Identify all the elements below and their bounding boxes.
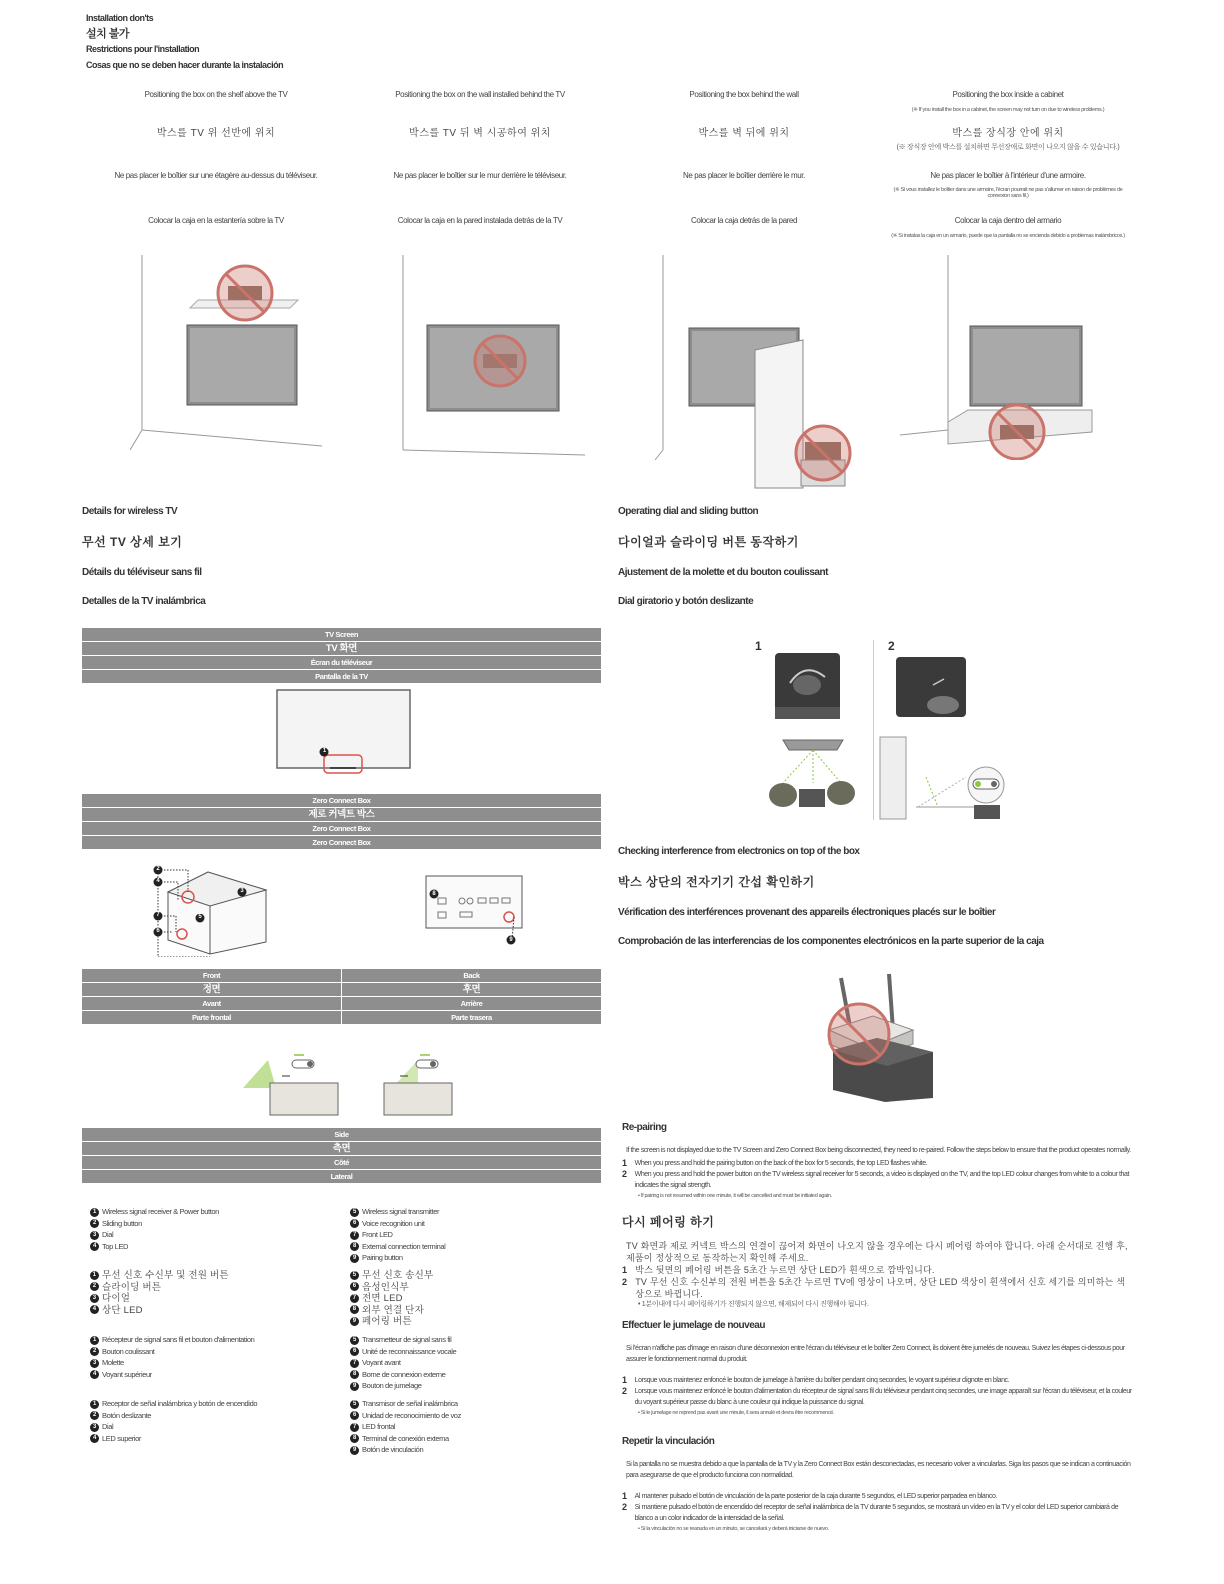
part-number-badge: 8 [350, 1434, 359, 1443]
repairing-intro-en: If the screen is not displayed due to the TV Screen and Zero Connect Box being disconnected, they need to re-paired. Follow the steps below to ensure that the product operates normally. [626, 1147, 1131, 1154]
parts-list-item [90, 1241, 330, 1253]
parts-list-item [90, 1369, 330, 1381]
part-number-badge: 2 [90, 1282, 99, 1291]
parts-list-item [90, 1421, 330, 1433]
part-number-badge: 6 [350, 1282, 359, 1291]
interference-title-en: Checking interference from electronics on top of the box [618, 846, 860, 857]
repairing-title-es: Repetir la vinculación [622, 1436, 715, 1447]
front-band [82, 968, 341, 1024]
parts-list-item [350, 1421, 590, 1433]
side-band-en: Side [82, 1127, 601, 1141]
part-number-badge: 1 [90, 1400, 99, 1409]
tv-band-en: TV Screen [82, 627, 601, 641]
parts-list-item [90, 1293, 330, 1305]
parts-list-item [350, 1433, 590, 1445]
interference-title-fr: Vérification des interférences provenant des appareils électroniques placés sur le boîtier [618, 907, 996, 918]
repairing-es [622, 1436, 1132, 1534]
case4-note-fr: (※ Si vous installez le boîtier dans une armoire, l'écran pourrait ne pas s'allumer en raison de problèmes de connexion sans fil.) [893, 187, 1123, 199]
part-number-badge: 8 [350, 1305, 359, 1314]
parts-list-item [90, 1305, 330, 1317]
repairing-intro-ko: TV 화면과 제로 커넥트 박스의 연결이 끊어져 화면이 나오지 않을 경우에는 다시 페어링 하여야 합니다. 아래 순서대로 진행 후, 제품이 정상적으로 동작하는지 확인해 주세요. [626, 1241, 1128, 1263]
side-band-es: Lateral [82, 1169, 601, 1183]
front-callout-6: 6 [156, 928, 160, 934]
back-band-ko: 후면 [342, 982, 601, 996]
dial-title-es: Dial giratorio y botón deslizante [618, 596, 754, 607]
tv-screen-band [82, 627, 601, 683]
part-label: Receptor de señal inalámbrica y botón de encendido [102, 1399, 258, 1408]
part-number-badge: 5 [350, 1208, 359, 1217]
front-band-en: Front [82, 968, 341, 982]
case3-caption-fr: Ne pas placer le boîtier derrière le mur. [683, 171, 805, 180]
case3-caption-ko: 박스를 벽 뒤에 위치 [698, 128, 790, 139]
part-number-badge: 5 [350, 1400, 359, 1409]
side-band-fr: Côté [82, 1155, 601, 1169]
case1-caption-fr: Ne pas placer le boîtier sur une étagère au-dessus du téléviseur. [114, 171, 318, 180]
case4-caption-fr: Ne pas placer le boîtier à l'intérieur d'une armoire. [930, 171, 1086, 180]
dial-slide-illustration [878, 645, 1038, 825]
part-number-badge: 5 [350, 1336, 359, 1345]
case2-caption-en: Positioning the box on the wall installed behind the TV [395, 90, 565, 99]
case4-caption-en: Positioning the box inside a cabinet [952, 90, 1064, 99]
part-label: Unidad de reconocimiento de voz [362, 1410, 461, 1420]
dial-section-header [618, 506, 828, 607]
part-number-badge: 6 [350, 1411, 359, 1420]
interference-section-header [618, 846, 1044, 947]
front-callout-2: 2 [156, 866, 160, 872]
side-band-ko: 측면 [82, 1141, 601, 1155]
tv-band-fr: Écran du téléviseur [82, 655, 601, 669]
case3-caption-es: Colocar la caja detrás de la pared [690, 216, 798, 225]
wireless-section-header [82, 506, 205, 607]
part-number-badge: 4 [90, 1242, 99, 1251]
dial-rotate-illustration [765, 645, 865, 825]
part-label: Terminal de conexión externa [362, 1433, 449, 1443]
parts-list-item [90, 1346, 330, 1358]
front-callout-7: 7 [156, 912, 160, 918]
part-number-badge: 8 [350, 1242, 359, 1251]
restrictions-title-es: Cosas que no se deben hacer durante la instalación [86, 60, 284, 70]
part-label: Borne de connexion externe [362, 1369, 446, 1379]
part-label: Transmetteur de signal sans fil [362, 1335, 452, 1344]
part-label: Botón de vinculación [362, 1445, 424, 1454]
part-label: 음성인식부 [362, 1281, 409, 1293]
box-band-ko: 제로 커넥트 박스 [82, 807, 601, 821]
interference-title-es: Comprobación de las interferencias de los componentes electrónicos en la parte superior de la caja [618, 936, 1044, 947]
part-label: LED superior [102, 1433, 141, 1443]
part-number-badge: 6 [350, 1347, 359, 1356]
side-diagram-right [378, 1050, 468, 1118]
repairing-step-ko-2: 2 TV 무선 신호 수신부의 전원 버튼을 5초간 누르면 TV에 영상이 나오며, 상단 LED 색상이 흰색에서 신호 세기를 의미하는 색상으로 바뀝니다. [622, 1277, 1125, 1299]
part-label: Voyant supérieur [102, 1369, 152, 1379]
parts-list-item [350, 1357, 590, 1369]
parts-list-item [350, 1346, 590, 1358]
part-label: Voyant avant [362, 1358, 401, 1367]
side-band [82, 1127, 601, 1183]
part-number-badge: 7 [350, 1231, 359, 1240]
parts-list-item [90, 1410, 330, 1422]
parts-list-item [350, 1229, 590, 1241]
front-callout-4: 4 [156, 878, 160, 884]
parts-list-item [90, 1282, 330, 1294]
repairing-fr [622, 1320, 1132, 1418]
repairing-step-fr-1: 1 Lorsque vous maintenez enfoncé le bouton de jumelage à l'arrière du boîtier pendant cinq secondes, le voyant supérieur clignote en blanc. [622, 1375, 1010, 1385]
part-label: 전면 LED [362, 1293, 403, 1304]
part-number-badge: 1 [90, 1208, 99, 1217]
parts-list-item [350, 1282, 590, 1294]
parts-list-item [90, 1398, 330, 1410]
part-number-badge: 8 [350, 1370, 359, 1379]
part-number-badge: 1 [90, 1336, 99, 1345]
part-label: 무선 신호 송신부 [362, 1270, 434, 1281]
parts-list-item [350, 1218, 590, 1230]
case1-caption-ko: 박스를 TV 위 선반에 위치 [156, 128, 276, 139]
case3-caption-en: Positioning the box behind the wall [689, 90, 799, 99]
dial-step-1-label: 1 [755, 639, 762, 653]
part-number-badge: 2 [90, 1219, 99, 1228]
front-callout-5: 5 [198, 914, 202, 920]
dial-title-ko: 다이얼과 슬라이딩 버튼 동작하기 [618, 535, 799, 549]
case2-caption-es: Colocar la caja en la pared instalada detrás de la TV [397, 216, 563, 225]
tv-callout-1: 1 [322, 748, 327, 754]
part-label: Bouton de jumelage [362, 1381, 422, 1390]
part-label: Unité de reconnaissance vocale [362, 1346, 457, 1356]
parts-list-item [90, 1334, 330, 1346]
back-callout-9: 9 [509, 937, 513, 943]
parts-list-item [350, 1398, 590, 1410]
part-label: Wireless signal transmitter [362, 1207, 440, 1216]
parts-list-item [350, 1369, 590, 1381]
repairing-en [622, 1122, 1132, 1201]
tv-screen-diagram [270, 688, 420, 778]
illustration-inside-cabinet [900, 250, 1100, 460]
parts-list-item [90, 1433, 330, 1445]
parts-list-item [90, 1270, 330, 1282]
part-label: Récepteur de signal sans fil et bouton d'alimentation [102, 1335, 255, 1344]
back-band-es: Parte trasera [342, 1010, 601, 1024]
part-label: Pairing button [362, 1253, 403, 1262]
part-label: LED frontal [362, 1422, 396, 1431]
part-number-badge: 3 [90, 1423, 99, 1432]
repairing-bullet-es: • Si la vinculación no se reanuda en un minuto, se cancelará y deberá iniciarse de nuevo. [638, 1526, 829, 1532]
part-number-badge: 9 [350, 1317, 359, 1326]
repairing-step-en-2: 2 When you press and hold the power button on the TV wireless signal receiver for 5 seconds, a video is displayed on the TV, and the top LED colour changes from white to a colour that indicates the signal strength. [622, 1169, 1130, 1189]
part-number-badge: 3 [90, 1231, 99, 1240]
repairing-step-fr-2: 2 Lorsque vous maintenez enfoncé le bouton d'alimentation du récepteur de signal sans fil du téléviseur pendant cinq secondes, une image apparaît sur l'écran du téléviseur, et la couleur du voyant supérieur passe du blanc à une couleur qui indique la puissance du signal. [622, 1386, 1132, 1406]
part-label: Botón deslizante [102, 1410, 152, 1420]
illustration-shelf-above-tv [130, 250, 330, 460]
parts-list-item [350, 1206, 590, 1218]
part-label: 다이얼 [102, 1293, 131, 1304]
part-number-badge: 5 [350, 1271, 359, 1280]
repairing-bullet-ko: • 1분이내에 다시 페어링하기가 진행되지 않으면, 해제되어 다시 진행해야 됩니다. [638, 1301, 869, 1308]
parts-list-en-right [350, 1206, 590, 1264]
part-label: Dial [102, 1422, 114, 1431]
part-number-badge: 4 [90, 1370, 99, 1379]
parts-list-item [90, 1218, 330, 1230]
repairing-intro-es: Si la pantalla no se muestra debido a que la pantalla de la TV y la Zero Connect Box están desconectadas, es necesario volver a vincularlas. Siga los pasos que se indican a continuación para asegurarse de que el producto funciona con normalidad. [626, 1461, 1131, 1479]
box-front-diagram [148, 862, 273, 957]
part-number-badge: 9 [350, 1382, 359, 1391]
box-band-fr: Zero Connect Box [82, 821, 601, 835]
part-label: Wireless signal receiver & Power button [102, 1207, 219, 1216]
part-number-badge: 7 [350, 1294, 359, 1303]
case1-caption-es: Colocar la caja en la estantería sobre la TV [148, 216, 284, 225]
parts-list-item [350, 1305, 590, 1317]
parts-list-item [350, 1270, 590, 1282]
interference-illustration [815, 972, 945, 1104]
repairing-step-es-2: 2 Si mantiene pulsado el botón de encendido del receptor de señal inalámbrica de la TV durante 5 segundos, se mostrará un vídeo en la TV y el color del LED superior cambiará de blanco a un color indicador de la intensidad de la señal. [622, 1502, 1119, 1522]
interference-title-ko: 박스 상단의 전자기기 간섭 확인하기 [618, 875, 815, 889]
dial-step-2-label: 2 [888, 639, 895, 653]
repairing-step-ko-1: 1 박스 뒷면의 페어링 버튼을 5초간 누르면 상단 LED가 흰색으로 깜박입니다. [622, 1265, 935, 1275]
repairing-ko [622, 1213, 1132, 1310]
part-label: Molette [102, 1358, 124, 1367]
part-label: Dial [102, 1230, 114, 1239]
case2-caption-ko: 박스를 TV 뒤 벽 시공하여 위치 [409, 128, 551, 139]
dial-title-fr: Ajustement de la molette et du bouton coulissant [618, 567, 828, 578]
part-number-badge: 7 [350, 1423, 359, 1432]
parts-list-es-right [350, 1398, 590, 1456]
repairing-step-es-1: 1 Al mantener pulsado el botón de vinculación de la parte posterior de la caja durante 5 segundos, el LED superior parpadea en blanco. [622, 1491, 998, 1501]
part-label: 페어링 버튼 [362, 1316, 412, 1327]
back-band-en: Back [342, 968, 601, 982]
parts-list-item [350, 1316, 590, 1328]
parts-list-ko-right [350, 1270, 590, 1328]
case4-caption-es: Colocar la caja dentro del armario [954, 216, 1062, 225]
part-number-badge: 7 [350, 1359, 359, 1368]
front-band-es: Parte frontal [82, 1010, 341, 1024]
part-label: 무선 신호 수신부 및 전원 버튼 [102, 1270, 229, 1281]
tv-band-ko: TV 화면 [82, 641, 601, 655]
restrictions-title-en: Installation don'ts [86, 13, 154, 23]
case4-note-en: (※ If you install the box in a cabinet, the screen may not turn on due to wireless problems.) [911, 107, 1105, 113]
parts-list-item [90, 1357, 330, 1369]
parts-list-ko-left [90, 1270, 330, 1316]
parts-list-item [350, 1410, 590, 1422]
part-number-badge: 2 [90, 1347, 99, 1356]
wireless-title-en: Details for wireless TV [82, 506, 178, 517]
repairing-bullet-en: • If pairing is not resumed within one minute, it will be cancelled and must be initiated again. [638, 1193, 832, 1199]
part-number-badge: 6 [350, 1219, 359, 1228]
illustration-wall-behind-tv [395, 250, 595, 460]
parts-list-item [350, 1444, 590, 1456]
parts-list-en-left [90, 1206, 330, 1252]
parts-list-fr-left [90, 1334, 330, 1380]
front-band-fr: Avant [82, 996, 341, 1010]
part-number-badge: 3 [90, 1294, 99, 1303]
parts-list-item [350, 1334, 590, 1346]
part-label: 외부 연결 단자 [362, 1304, 424, 1316]
case2-caption-fr: Ne pas placer le boîtier sur le mur derrière le téléviseur. [393, 171, 567, 180]
wireless-title-fr: Détails du téléviseur sans fil [82, 567, 202, 578]
side-diagram-left [238, 1050, 348, 1118]
wireless-title-ko: 무선 TV 상세 보기 [82, 535, 183, 549]
part-label: Top LED [102, 1241, 128, 1251]
part-label: Front LED [362, 1230, 393, 1239]
dial-steps-divider [873, 640, 874, 820]
restrictions-title-ko: 설치 불가 [86, 28, 130, 40]
repairing-title-ko: 다시 페어링 하기 [622, 1215, 715, 1229]
back-callout-8: 8 [432, 891, 436, 897]
repairing-bullet-fr: • Si le jumelage ne reprend pas avant une minute, il sera annulé et devra être recommencé. [638, 1410, 835, 1416]
repairing-step-en-1: 1 When you press and hold the pairing button on the back of the box for 5 seconds, the top LED flashes white. [622, 1158, 928, 1168]
front-callout-3: 3 [240, 888, 244, 894]
part-label: 상단 LED [102, 1304, 143, 1316]
repairing-intro-fr: Si l'écran n'affiche pas d'image en raison d'une déconnexion entre l'écran du téléviseur et le boîtier Zero Connect, ils doivent être jumelés de nouveau. Suivez les étapes ci-dessous pour assurer le fonctionnement normal du produit. [626, 1345, 1125, 1363]
part-number-badge: 9 [350, 1254, 359, 1263]
parts-list-es-left [90, 1398, 330, 1444]
part-number-badge: 1 [90, 1271, 99, 1280]
repairing-title-en: Re-pairing [622, 1122, 667, 1133]
box-band-en: Zero Connect Box [82, 793, 601, 807]
wireless-title-es: Detalles de la TV inalámbrica [82, 596, 206, 607]
repairing-title-fr: Effectuer le jumelage de nouveau [622, 1320, 765, 1331]
back-band [342, 968, 601, 1024]
case4-note-ko: (※ 장식장 안에 박스를 설치하면 무선장애로 화면이 나오지 않을 수 있습니다.) [896, 144, 1120, 151]
parts-list-item [350, 1293, 590, 1305]
part-label: Sliding button [102, 1218, 142, 1228]
tv-band-es: Pantalla de la TV [82, 669, 601, 683]
part-number-badge: 4 [90, 1434, 99, 1443]
parts-list-item [350, 1380, 590, 1392]
restrictions-header [86, 12, 283, 72]
parts-list-fr-right [350, 1334, 590, 1392]
part-number-badge: 2 [90, 1411, 99, 1420]
parts-list-item [90, 1206, 330, 1218]
part-label: Bouton coulissant [102, 1346, 155, 1356]
restrictions-title-fr: Restrictions pour l'installation [86, 44, 200, 54]
front-band-ko: 정면 [82, 982, 341, 996]
case4-caption-ko: 박스를 장식장 안에 위치 [952, 128, 1064, 139]
part-number-badge: 4 [90, 1305, 99, 1314]
case4-note-es: (※ Si instalas la caja en un armario, puede que la pantalla no se encienda debido a problemas inalámbricos.) [891, 233, 1125, 239]
part-number-badge: 9 [350, 1446, 359, 1455]
box-band-es: Zero Connect Box [82, 835, 601, 849]
part-number-badge: 3 [90, 1359, 99, 1368]
case1-caption-en: Positioning the box on the shelf above the TV [144, 90, 288, 99]
dial-title-en: Operating dial and sliding button [618, 506, 759, 517]
parts-list-item [350, 1241, 590, 1253]
zero-connect-box-band [82, 793, 601, 849]
part-label: Transmisor de señal inalámbrica [362, 1399, 458, 1408]
part-label: 슬라이딩 버튼 [102, 1281, 162, 1293]
back-band-fr: Arrière [342, 996, 601, 1010]
illustration-behind-wall [655, 250, 865, 490]
parts-list-item [90, 1229, 330, 1241]
parts-list-item [350, 1252, 590, 1264]
part-label: External connection terminal [362, 1241, 446, 1251]
part-label: Voice recognition unit [362, 1218, 425, 1228]
